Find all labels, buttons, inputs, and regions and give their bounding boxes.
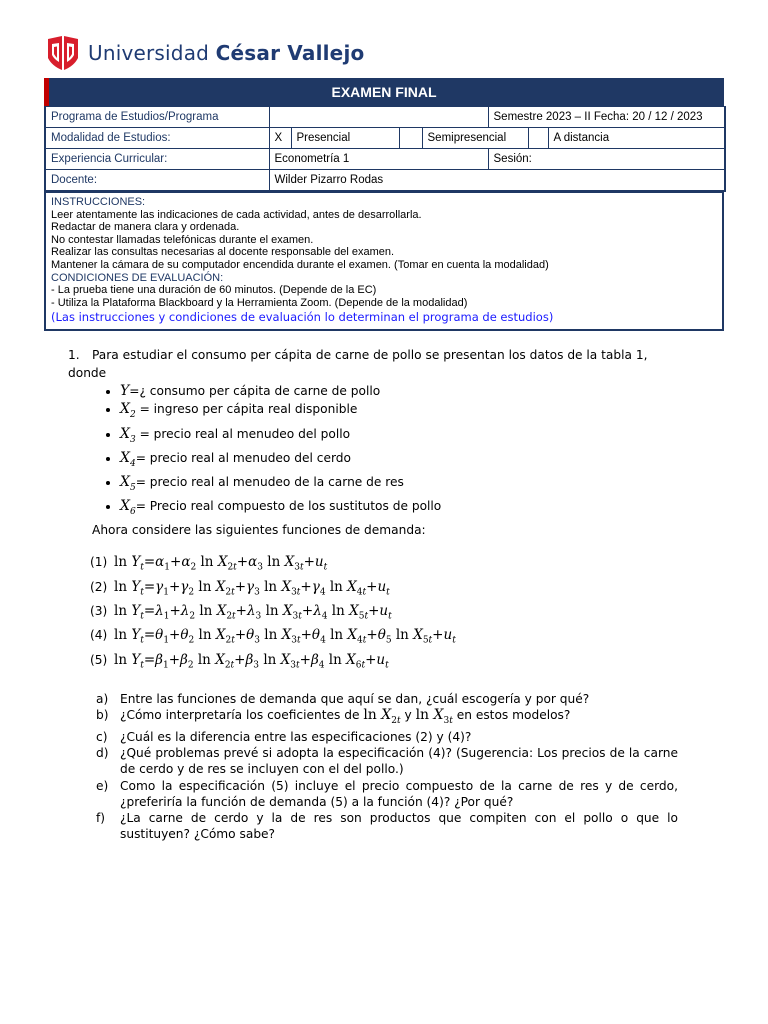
experiencia-row: [45, 149, 725, 170]
university-logo: [48, 36, 364, 70]
variable-list: [68, 382, 678, 521]
variable-item: [120, 425, 678, 449]
subquestion-item: [96, 745, 678, 777]
variable-symbol: $X_3$: [120, 425, 136, 445]
subquestion-letter: c): [96, 730, 108, 745]
instructions-title: INSTRUCCIONES:: [51, 196, 146, 208]
instruction-line: Leer atentamente las indicaciones de cada actividad, antes de desarrollarla.: [51, 208, 422, 221]
subquestion-letter: b): [96, 708, 109, 723]
demand-equation: [90, 578, 678, 602]
subquestion-text: ¿La carne de cerdo y la de res son productos que compiten con el pollo o que lo sustituyen? ¿Cómo sabe?: [120, 811, 678, 842]
subquestion-item: [96, 707, 678, 729]
question-intro-text: Para estudiar el consumo per cápita de carne de pollo se presentan los datos de la tabla 1, donde: [68, 348, 648, 380]
semipresencial-checkbox: [399, 128, 422, 149]
subquestion-letter: e): [96, 778, 109, 793]
variable-item: [120, 382, 678, 400]
modalidad-row: [45, 128, 725, 149]
subquestion-text: ¿Cuál es la diferencia entre las especificaciones (2) y (4)?: [120, 730, 472, 745]
experiencia-value: Econometría 1: [269, 149, 488, 170]
subquestion-text: ¿Qué problemas prevé si adopta la especificación (4)? (Sugerencia: Los precios de la carne de cerdo y de res se incluyen con el del pollo.): [120, 746, 678, 777]
university-name: [88, 41, 364, 65]
programa-row: [45, 107, 725, 128]
variable-description: = Precio real compuesto de los sustitutos de pollo: [135, 499, 442, 514]
instructions-note: (Las instrucciones y condiciones de evaluación lo determinan el programa de estudios): [51, 310, 554, 325]
subquestion-item: [96, 778, 678, 810]
presencial-checkbox: X: [269, 128, 291, 149]
modalidad-label: Modalidad de Estudios:: [45, 128, 269, 149]
a-distancia-checkbox: [528, 128, 548, 149]
question-1: [68, 346, 678, 842]
subquestion-text: Entre las funciones de demanda que aquí se dan, ¿cuál escogería y por qué?: [120, 691, 590, 706]
conditions-title: CONDICIONES DE EVALUACIÓN:: [51, 271, 224, 284]
subquestion-item: [96, 810, 678, 842]
variable-subscript: 6: [129, 507, 136, 518]
docente-value: Wilder Pizarro Rodas: [269, 170, 725, 192]
subquestion-letter: d): [96, 746, 109, 761]
subquestion-item: [96, 691, 678, 707]
demand-equation: [90, 626, 678, 650]
variable-subscript: 4: [129, 458, 136, 469]
subquestion-item: [96, 729, 678, 745]
equation-number: (3): [90, 603, 108, 618]
equation-number: (1): [90, 555, 108, 570]
variable-subscript: 3: [129, 434, 136, 445]
university-name-regular: Universidad: [88, 41, 216, 65]
subquestion-letter: f): [96, 811, 106, 826]
exam-title-bar: [44, 78, 724, 106]
equation-expression: $\ln Y_t=\gamma_1+\gamma_2$ $\ln X_{2t}+\gamma_3$ $\ln X_{3t}+\gamma_4$ $\ln X_{4t}+u_t$: [114, 578, 390, 598]
exam-title: EXAMEN FINAL: [331, 84, 437, 100]
sesion-label: Sesión:: [488, 149, 725, 170]
variable-symbol: Y: [120, 383, 130, 399]
demand-equation: [90, 602, 678, 626]
demand-equation: [90, 553, 678, 577]
experiencia-label: Experiencia Curricular:: [45, 149, 269, 170]
instruction-line: No contestar llamadas telefónicas durante el examen.: [51, 233, 314, 246]
subquestion-list: [96, 691, 678, 843]
variable-symbol: $X_4$: [120, 449, 136, 469]
variable-description: = precio real al menudeo de la carne de res: [135, 475, 404, 490]
variable-symbol: $X_5$: [120, 474, 136, 493]
variable-item: [120, 497, 678, 521]
condition-line: - Utiliza la Plataforma Blackboard y la Herramienta Zoom. (Depende de la modalidad): [51, 296, 468, 309]
equation-number: (5): [90, 652, 108, 667]
instruction-line: Mantener la cámara de su computador encendida durante el examen. (Tomar en cuenta la modalidad): [51, 258, 549, 271]
variable-item: [120, 400, 678, 424]
exam-info-table: [44, 106, 726, 192]
variable-description: = ingreso per cápita real disponible: [135, 402, 358, 417]
variable-item: [120, 449, 678, 473]
programa-label: Programa de Estudios/Programa: [45, 107, 269, 128]
subquestion-text: ¿Cómo interpretaría los coeficientes de $\ln X_{2t}$ y $\ln X_{3t}$ en estos modelos?: [120, 707, 571, 726]
a-distancia-label: A distancia: [548, 128, 725, 149]
equation-number: (2): [90, 579, 108, 594]
instructions-box: [44, 192, 724, 331]
docente-row: [45, 170, 725, 192]
programa-value: [269, 107, 488, 128]
question-number: 1.: [68, 348, 80, 362]
equation-number: (4): [90, 628, 108, 643]
variable-subscript: 2: [129, 410, 136, 421]
equation-expression: $\ln Y_t=\lambda_1+\lambda_2$ $\ln X_{2t}+\lambda_3$ $\ln X_{3t}+\lambda_4$ $\ln X_{5t}+u_t$: [114, 602, 392, 622]
equation-expression: $\ln Y_t=\theta_1+\theta_2$ $\ln X_{2t}+\theta_3$ $\ln X_{3t}+\theta_4$ $\ln X_{4t}+\theta_5$ $\ln X_{5t}+u_t$: [114, 627, 456, 646]
ucv-logo-icon: [48, 36, 78, 70]
equation-expression: $\ln Y_t=\beta_1+\beta_2$ $\ln X_{2t}+\beta_3$ $\ln X_{3t}+\beta_4$ $\ln X_{6t}+u_t$: [114, 651, 389, 671]
variable-item: [120, 473, 678, 497]
docente-label: Docente:: [45, 170, 269, 192]
semipresencial-label: Semipresencial: [422, 128, 528, 149]
demand-equation: [90, 651, 678, 675]
variable-description: = precio real al menudeo del pollo: [135, 426, 351, 441]
presencial-label: Presencial: [291, 128, 399, 149]
instruction-line: Redactar de manera clara y ordenada.: [51, 221, 240, 234]
variable-description: = precio real al menudeo del cerdo: [135, 450, 351, 465]
condition-line: - La prueba tiene una duración de 60 minutos. (Depende de la EC): [51, 284, 377, 297]
title-accent-bar: [44, 78, 49, 106]
exam-info-block: [44, 78, 724, 331]
semestre-fecha: Semestre 2023 – II Fecha: 20 / 12 / 2023: [488, 107, 725, 128]
variable-subscript: 5: [129, 482, 136, 493]
university-name-bold: César Vallejo: [215, 41, 365, 65]
question-intro: [68, 346, 678, 382]
subquestion-letter: a): [96, 691, 109, 706]
demand-functions-intro: Ahora considere las siguientes funciones de demanda:: [92, 523, 426, 538]
variable-description: =¿ consumo per cápita de carne de pollo: [129, 384, 381, 398]
instruction-line: Realizar las consultas necesarias al docente responsable del examen.: [51, 246, 395, 259]
variable-symbol: $X_2$: [120, 401, 136, 421]
equation-expression: $\ln Y_t=\alpha_1+\alpha_2$ $\ln X_{2t}+\alpha_3$ $\ln X_{3t}+u_t$: [114, 554, 328, 574]
demand-equations: [90, 553, 678, 674]
subquestion-text: Como la especificación (5) incluye el precio compuesto de la carne de res y de cerdo, ¿preferiría la función de demanda (5) a la función (4)? ¿Por qué?: [120, 778, 678, 809]
variable-symbol: $X_6$: [120, 498, 136, 518]
